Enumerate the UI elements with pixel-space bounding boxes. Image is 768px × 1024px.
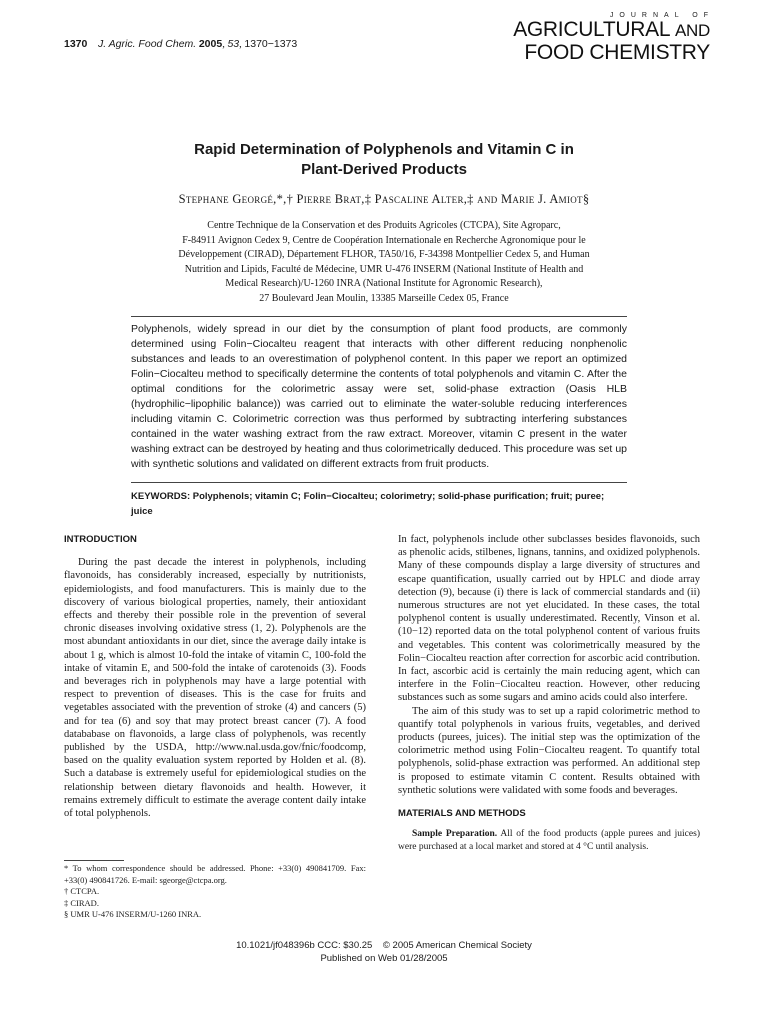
abstract: Polyphenols, widely spread in our diet by the consumption of plant food products, are commonly determined using Folin−Ciocalteu reagent that interacts with other different reducing nonphenolic substances and leads to an overestimation of polyphenol content. In this paper we report an optimized Folin−Ciocalteu method to specifically determine the contents of total polyphenols and vitamin C. After the optimal conditions for the colorimetric assay were set, solid-phase extraction (Oasis HLB (hydrophilic−lipophilic balance)) was carried out to eliminate the water-soluble reducing interferences including vitamin C. Colorimetric correction was thus performed by subtracting interfering substances contained in the water washing extract from the raw extract. Moreover, vitamin C present in the water washing extract can be destroyed by heating and thus colorimetrically deduced. This procedure was set up with synthetic solutions and validated on different extracts from fruit products. — [131, 323, 627, 470]
introduction-paragraph: During the past decade the interest in polyphenols, including flavonoids, has considerably increased, especially by nutritionists, epidemiologists, and food manufacturers. This is mainly due to the discovery of various biological properties, namely, their antioxidant effects and thereby their possible role in the prevention of several chronic diseases involving oxidative stress (1, 2). Polyphenols are the most abundant antioxidants in our diet, since the average daily intake is about 1 g, which is almost 10-fold the intake of vitamin C, 100-fold the intake of vitamin E, and 500-fold the intake of carotenoids (3). Foods and beverages rich in polyphenols may have a large potential with respect to prevention of diseases. This is the case for fruits and vegetables associated with the prevention of stroke (4) and cancers (5) and for tea (6) and soy that may protect breast cancer (7). A food datababase on flavonoids, a large class of polyphenols, was recently published by the USDA, http://www.nal.usda.gov/fnic/foodcomp, based on the quality evaluation system reported by Holden et al. (8). Such a database is extremely useful for epidemiological studies on the relationship between dietary flavonoids and health. However, it remains extremely difficult to estimate the average content daily intake of total polyphenols. — [64, 557, 366, 820]
journal-logo — [490, 12, 714, 64]
affiliation-line: Medical Research)/U-1260 INRA (National Institute for Agronomic Research), — [225, 278, 543, 289]
journal-year: 2005 — [198, 38, 223, 50]
logo-and: AND — [675, 21, 710, 40]
abstract-bottom-rule — [131, 482, 627, 483]
affiliations — [150, 219, 618, 306]
body-paragraph: The aim of this study was to set up a rapid colorimetric method to quantify total polyphenols in various fruits, vegetables, and derived products (purees, juices). The initial step was the optimization of the colorimetric method using Folin−Ciocalteu reagent. To quantify total polyphenols, solid-phase extraction was performed. An additional step is proposed to estimate vitamin C content. Results obtained with synthetic solutions were validated with some foods and beverages. — [398, 705, 700, 796]
footnote: † CTCPA. — [64, 886, 100, 896]
logo-top-text: JOURNAL OF — [609, 12, 714, 19]
logo-line1-text: AGRICULTURAL — [513, 18, 670, 41]
publication-info — [200, 940, 568, 965]
published-date: Published on Web 01/28/2005 — [320, 952, 448, 964]
affiliation-line: Nutrition and Lipids, Faculté de Médecine, UMR U-476 INSERM (National Institute of Health and — [184, 263, 584, 275]
logo-line1 — [490, 19, 710, 42]
logo-line2: FOOD CHEMISTRY — [524, 41, 710, 64]
journal-pages: 1370−1373 — [244, 38, 298, 50]
sample-prep-paragraph — [398, 828, 700, 854]
sample-prep-text: All of the food products (apple purees and juices) were purchased at a local market and stored at 4 °C until analysis. — [398, 829, 700, 853]
keywords: KEYWORDS: Polyphenols; vitamin C; Folin−Ciocalteu; colorimetry; solid-phase purification; fruit; puree; juice — [131, 491, 605, 517]
title-line2: Plant-Derived Products — [301, 161, 467, 178]
journal-volume: 53 — [227, 38, 240, 50]
running-header: 1370 J. Agric. Food Chem. 2005, 53, 1370−1373 — [64, 38, 298, 50]
sample-prep-label: Sample Preparation. — [412, 829, 498, 840]
affiliation-line: F-84911 Avignon Cedex 9, Centre de Coopération Internationale en Recherche Agronomique pour le — [182, 234, 586, 246]
journal-abbrev: J. Agric. Food Chem. — [97, 38, 197, 50]
affiliation-line: 27 Boulevard Jean Moulin, 13385 Marseille Cedex 05, France — [259, 292, 509, 304]
doi-line: 10.1021/jf048396b CCC: $30.25 © 2005 American Chemical Society — [236, 940, 532, 951]
footnote: * To whom correspondence should be addressed. Phone: +33(0) 490841709. Fax: +33(0) 490841726. E-mail: sgeorge@ctcpa.org. — [64, 863, 366, 885]
left-column — [64, 533, 366, 820]
body-paragraph: In fact, polyphenols include other subclasses besides flavonoids, such as phenolic acids, stilbenes, lignans, tannins, and oxidized polyphenols. Many of these compounds display a large diversity of structures and escape quantification, usually carried out by HPLC and diode array detection (9), because (i) there is lack of commercial standards and (ii) numerous structures are not yet elucidated. In these cases, the total polyphenol content is usually underestimated. Recently, Vinson et al. (10−12) reported data on the total polyphenol content of various fruits and vegetables. This content was colorimetrically measured by the Folin−Ciocalteu reaction after correction for ascorbic acid contribution. In fact, ascorbic acid is certainly the main reducing agent, which can interfere in the Folin−Ciocalteu reaction. However, other reducing substances such as some sugars and amino acids could also interfere. — [398, 534, 700, 704]
footnotes — [64, 863, 366, 921]
title-line1: Rapid Determination of Polyphenols and Vitamin C in — [194, 141, 574, 158]
right-column — [398, 533, 700, 854]
footnote: ‡ CIRAD. — [64, 897, 99, 908]
article-title — [100, 140, 668, 180]
page-number: 1370 — [64, 38, 88, 50]
affiliation-line: Développement (CIRAD), Département FLHOR, TA50/16, F-34398 Montpellier Cedex 5, and Human — [178, 249, 590, 260]
authors: Stephane Georgé,*,† Pierre Brat,‡ Pascaline Alter,‡ and Marie J. Amiot§ — [178, 192, 590, 206]
footnote: § UMR U-476 INSERM/U-1260 INRA. — [64, 909, 202, 919]
footnote-rule — [64, 860, 124, 861]
affiliation-line: Centre Technique de la Conservation et des Produits Agricoles (CTCPA), Site Agroparc, — [207, 220, 561, 231]
methods-heading: MATERIALS AND METHODS — [398, 808, 526, 820]
introduction-heading: INTRODUCTION — [64, 534, 137, 545]
abstract-top-rule — [131, 316, 627, 317]
